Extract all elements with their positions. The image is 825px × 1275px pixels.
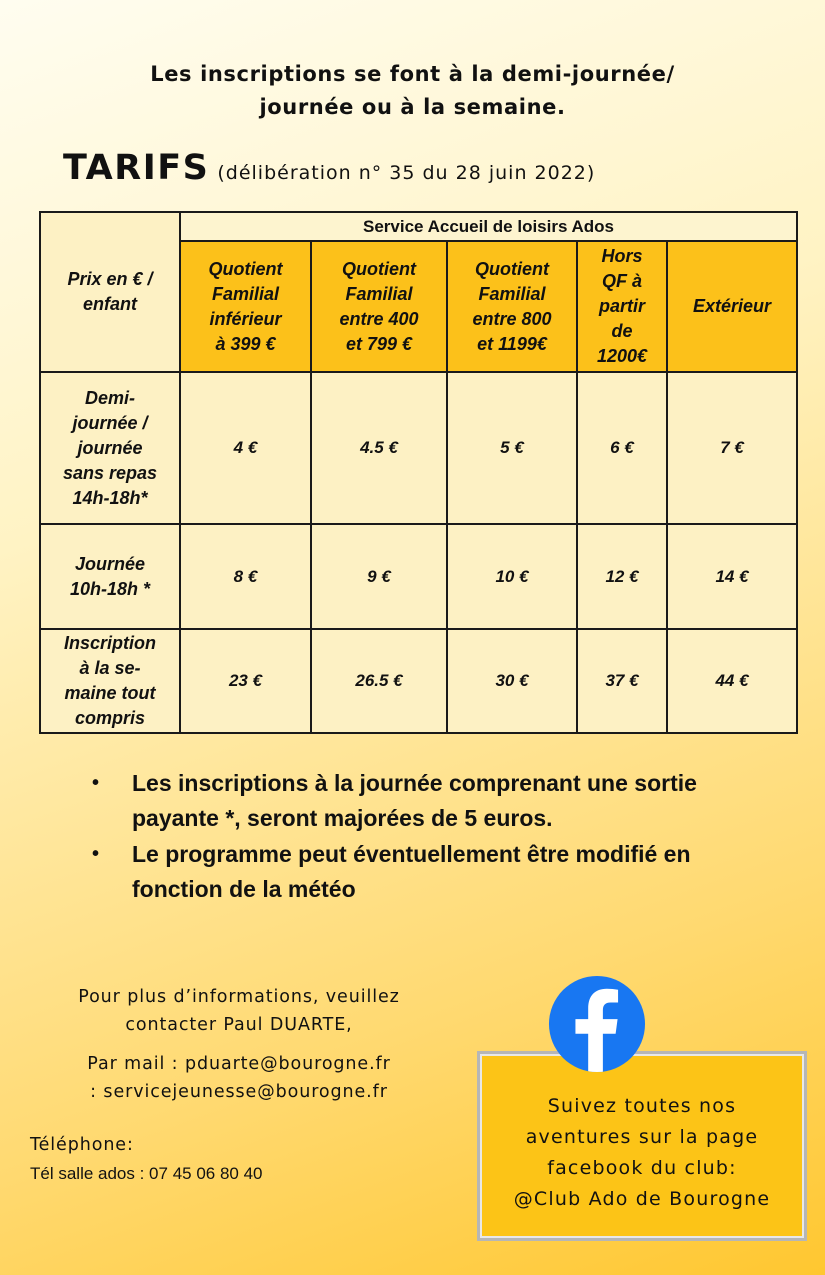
contact-line-1: Pour plus d’informations, veuillez [78, 987, 400, 1007]
table-row [40, 524, 797, 629]
row-label-line: Inscription [63, 633, 156, 654]
price-cell: 6 € [577, 372, 667, 524]
note-item [90, 766, 790, 836]
row-label-line: journée [77, 437, 143, 458]
note-line: Le programme peut éventuellement être modifié en [132, 841, 691, 867]
column-header [667, 241, 797, 372]
row-label-line: 14h-18h* [72, 487, 148, 508]
facebook-line: facebook du club: [547, 1157, 737, 1179]
column-header-line: Familial [211, 283, 280, 304]
column-header-line: partir [598, 296, 645, 317]
contact-mail-2[interactable]: : servicejeunesse@bourogne.fr [90, 1082, 388, 1102]
intro-line-1: Les inscriptions se font à la demi-journée/ [150, 62, 675, 86]
row-label [40, 524, 180, 629]
price-cell: 4.5 € [311, 372, 447, 524]
facebook-promo-box [477, 1051, 807, 1241]
facebook-line: Suivez toutes nos [547, 1095, 737, 1117]
row-label-line: maine tout [64, 683, 156, 704]
price-cell: 44 € [667, 629, 797, 733]
column-header-line: 1200€ [596, 346, 648, 367]
column-header [311, 241, 447, 372]
row-label-line: compris [74, 708, 146, 729]
phone-label: Téléphone: [30, 1135, 134, 1155]
column-header-line: entre 400 [339, 308, 419, 329]
contact-block [38, 983, 440, 1106]
column-header-line: Quotient [208, 258, 283, 279]
column-header-line: Familial [478, 283, 546, 304]
row-label-line: 10h-18h * [69, 578, 151, 599]
price-cell: 30 € [447, 629, 577, 733]
tarifs-subtitle: (délibération n° 35 du 28 juin 2022) [217, 162, 596, 184]
contact-mail-1[interactable]: Par mail : pduarte@bourogne.fr [87, 1054, 391, 1074]
column-header-line: QF à [601, 271, 642, 292]
column-header-line: à 399 € [215, 333, 276, 354]
price-cell: 37 € [577, 629, 667, 733]
column-header-line: de [611, 321, 633, 342]
intro-line-2: journée ou à la semaine. [259, 95, 566, 119]
facebook-line: aventures sur la page [525, 1126, 759, 1148]
facebook-icon[interactable] [548, 975, 646, 1073]
column-header-line: Hors [601, 246, 643, 267]
price-cell: 8 € [180, 524, 311, 629]
row-label-line: sans repas [62, 462, 158, 483]
corner-header [40, 212, 180, 372]
column-header-line: Extérieur [692, 296, 772, 317]
column-header [447, 241, 577, 372]
price-cell: 23 € [180, 629, 311, 733]
note-line: Les inscriptions à la journée comprenant une sortie [132, 770, 697, 796]
facebook-promo-text [514, 1091, 771, 1215]
price-cell: 14 € [667, 524, 797, 629]
tarifs-heading [63, 148, 595, 188]
intro-text [0, 58, 825, 124]
table-row [40, 629, 797, 733]
price-cell: 12 € [577, 524, 667, 629]
column-header [180, 241, 311, 372]
row-label-line: Demi- [84, 387, 135, 408]
column-header-line: Quotient [342, 258, 416, 279]
facebook-page-name[interactable]: @Club Ado de Bourogne [513, 1188, 771, 1210]
row-label-line: à la se- [79, 658, 141, 679]
row-label [40, 372, 180, 524]
price-cell: 5 € [447, 372, 577, 524]
column-header [577, 241, 667, 372]
column-header-line: et 1199€ [477, 333, 547, 354]
note-item [90, 837, 790, 907]
corner-line: Prix en € / [67, 269, 153, 290]
price-cell: 4 € [180, 372, 311, 524]
column-header-line: et 799 € [345, 333, 413, 354]
price-cell: 10 € [447, 524, 577, 629]
row-label [40, 629, 180, 733]
tarifs-title: TARIFS [63, 148, 210, 188]
corner-line: enfant [83, 294, 137, 315]
contact-line-2: contacter Paul DUARTE, [125, 1015, 353, 1035]
note-line: payante *, seront majorées de 5 euros. [132, 805, 553, 831]
price-cell: 9 € [311, 524, 447, 629]
table-row [40, 372, 797, 524]
price-cell: 7 € [667, 372, 797, 524]
phone-number[interactable]: Tél salle ados : 07 45 06 80 40 [30, 1164, 263, 1183]
note-line: fonction de la météo [132, 876, 356, 902]
notes-list [90, 766, 790, 908]
row-label-line: Journée [74, 553, 146, 574]
tarifs-table [39, 211, 798, 734]
column-header-line: inférieur [209, 308, 282, 329]
column-header-line: Quotient [475, 258, 549, 279]
row-label-line: journée / [72, 412, 148, 433]
column-header-line: entre 800 [472, 308, 552, 329]
service-title: Service Accueil de loisirs Ados [180, 212, 797, 241]
column-header-line: Familial [345, 283, 413, 304]
price-cell: 26.5 € [311, 629, 447, 733]
